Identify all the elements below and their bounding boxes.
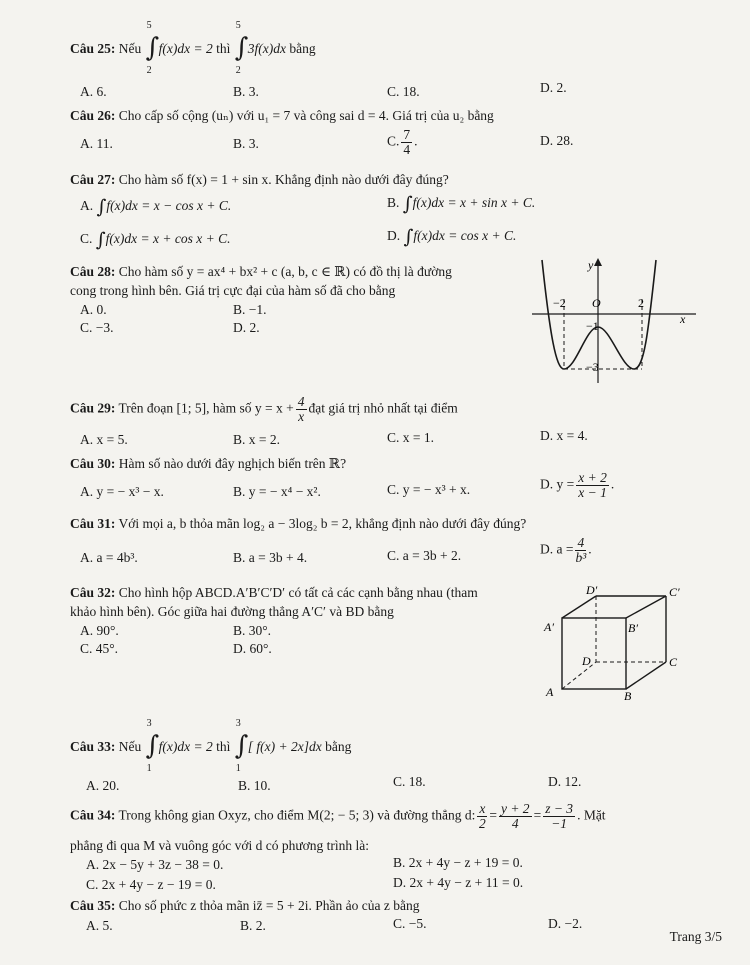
q25-stem: Câu 25: Nếu 5 ∫ 2 f(x)dx = 2 thì 5 ∫ 2 3f(x)dx bằng [70,20,316,76]
label-origin: O [592,296,601,310]
q34-option-a: A. 2x − 5y + 3z − 38 = 0. [86,857,224,872]
q30-option-d: D. y = $\frac{x + 2}{x - 1}$ . [540,470,615,500]
cube-front-face [562,618,626,689]
q28-option-b: B. −1. [233,302,267,317]
vertex-A: A [546,685,554,699]
q32-stem-line1: Câu 32: Cho hình hộp ABCD.A′B′C′D′ có tất cả các cạnh bằng nhau (tham [70,585,478,600]
q30-option-a: A. y = − x³ − x. [80,484,164,499]
q31-option-a: A. a = 4b³. [80,550,138,565]
q34-stem-line2: phẳng đi qua M và vuông góc với d có phương trình là: [70,838,370,853]
q26-option-d: D. 28. [540,133,574,148]
q25-option-c: C. 18. [387,84,420,99]
q26-stem: Câu 26: Cho cấp số cộng (uₙ) với u₁ = 7 và công sai d = 4. Giá trị của u₂ bằng [70,108,494,123]
vertex-A1: A′ [544,620,554,634]
q28-option-d: D. 2. [233,320,260,335]
q31-option-b: B. a = 3b + 4. [233,550,308,565]
q27-option-d: D. ∫f(x)dx = cos x + C. [387,226,517,248]
label-x: x [680,312,686,326]
q33-stem: Câu 33: Nếu 3 ∫ 1 f(x)dx = 2 thì 3 ∫ 1 [ f(x) + 2x]dx bằng [70,718,352,774]
q28-option-a: A. 0. [80,302,107,317]
q33-option-d: D. 12. [548,774,582,789]
q29-option-d: D. x = 4. [540,428,588,443]
q28-stem-line1: Câu 28: Cho hàm số y = ax⁴ + bx² + c (a, b, c ∈ ℝ) có đồ thị là đường [70,264,452,279]
q34-option-b: B. 2x + 4y − z + 19 = 0. [393,855,523,870]
label-neg3: −3 [586,360,599,374]
q30-option-c: C. y = − x³ + x. [387,482,471,497]
label-2: 2 [638,296,644,310]
q27-option-b: B. ∫f(x)dx = x + sin x + C. [387,193,536,215]
q32-cube [540,584,690,706]
q34-option-c: C. 2x + 4y − z − 19 = 0. [86,877,216,892]
q35-stem: Câu 35: Cho số phức z thỏa mãn iz̄ = 5 + 2i. Phần ảo của z bằng [70,898,420,913]
q34-option-d: D. 2x + 4y − z + 11 = 0. [393,875,524,890]
q31-option-d: D. a = $\frac{4}{\text{b³}}$ . [540,535,592,565]
q27-option-c: C. ∫f(x)dx = x + cos x + C. [80,229,231,251]
q25-label: Câu 25: [70,41,116,57]
q32-option-c: C. 45°. [80,641,119,656]
vertex-D1: D′ [586,584,598,597]
q35-option-b: B. 2. [240,918,266,933]
q29-option-b: B. x = 2. [233,432,280,447]
q26-option-c: C. $\frac{7}{4}$ . [387,127,418,157]
q27-option-a: A. ∫f(x)dx = x − cos x + C. [80,196,232,218]
q25-option-d: D. 2. [540,80,567,95]
q33-option-c: C. 18. [393,774,426,789]
q25-option-b: B. 3. [233,84,259,99]
q26-option-a: A. 11. [80,136,113,151]
q32-option-b: B. 30°. [233,623,272,638]
q35-option-a: A. 5. [86,918,113,933]
q33-option-b: B. 10. [238,778,271,793]
q28-graph [530,255,700,385]
q28-stem-line2: cong trong hình bên. Giá trị cực đại của hàm số đã cho bằng [70,283,396,298]
q32-stem-line2: khảo hình bên). Góc giữa hai đường thẳng A′C′ và BD bằng [70,604,394,619]
q30-stem: Câu 30: Hàm số nào dưới đây nghịch biến trên ℝ? [70,456,347,471]
vertex-C: C [669,655,678,669]
q25-option-a: A. 6. [80,84,107,99]
q32-option-d: D. 60°. [233,641,272,656]
q33-option-a: A. 20. [86,778,120,793]
q31-stem: Câu 31: Với mọi a, b thỏa mãn log₂ a − 3log₂ b = 2, khẳng định nào dưới đây đúng? [70,516,527,531]
label-y: y [588,258,594,272]
q29-option-a: A. x = 5. [80,432,128,447]
label-neg2: −2 [553,296,566,310]
y-axis-arrow [594,258,602,266]
q30-option-b: B. y = − x⁴ − x². [233,484,321,499]
q35-option-d: D. −2. [548,916,583,931]
q34-stem-line1: Câu 34: Trong không gian Oxyz, cho điểm M(2; − 5; 3) và đường thẳng d: $\frac{x}{2}$ = $\frac{y + 2}{4}$ = $\frac{z - 3}{-1}$ . Mặt [70,801,606,831]
vertex-D: D [582,654,591,668]
q29-stem: Câu 29: Trên đoạn [1; 5], hàm số y = x + $\frac{4}{x}$ đạt giá trị nhỏ nhất tại điểm [70,394,458,424]
q27-stem: Câu 27: Cho hàm số f(x) = 1 + sin x. Khẳng định nào dưới đây đúng? [70,172,449,187]
vertex-C1: C′ [669,585,680,599]
vertex-B1: B′ [628,621,638,635]
q28-option-c: C. −3. [80,320,114,335]
label-neg1: −1 [586,319,599,333]
q35-option-c: C. −5. [393,916,427,931]
q32-option-a: A. 90°. [80,623,119,638]
page-number: Trang 3/5 [669,929,722,944]
q26-option-b: B. 3. [233,136,259,151]
q31-option-c: C. a = 3b + 2. [387,548,462,563]
vertex-B: B [624,689,632,703]
q29-option-c: C. x = 1. [387,430,434,445]
